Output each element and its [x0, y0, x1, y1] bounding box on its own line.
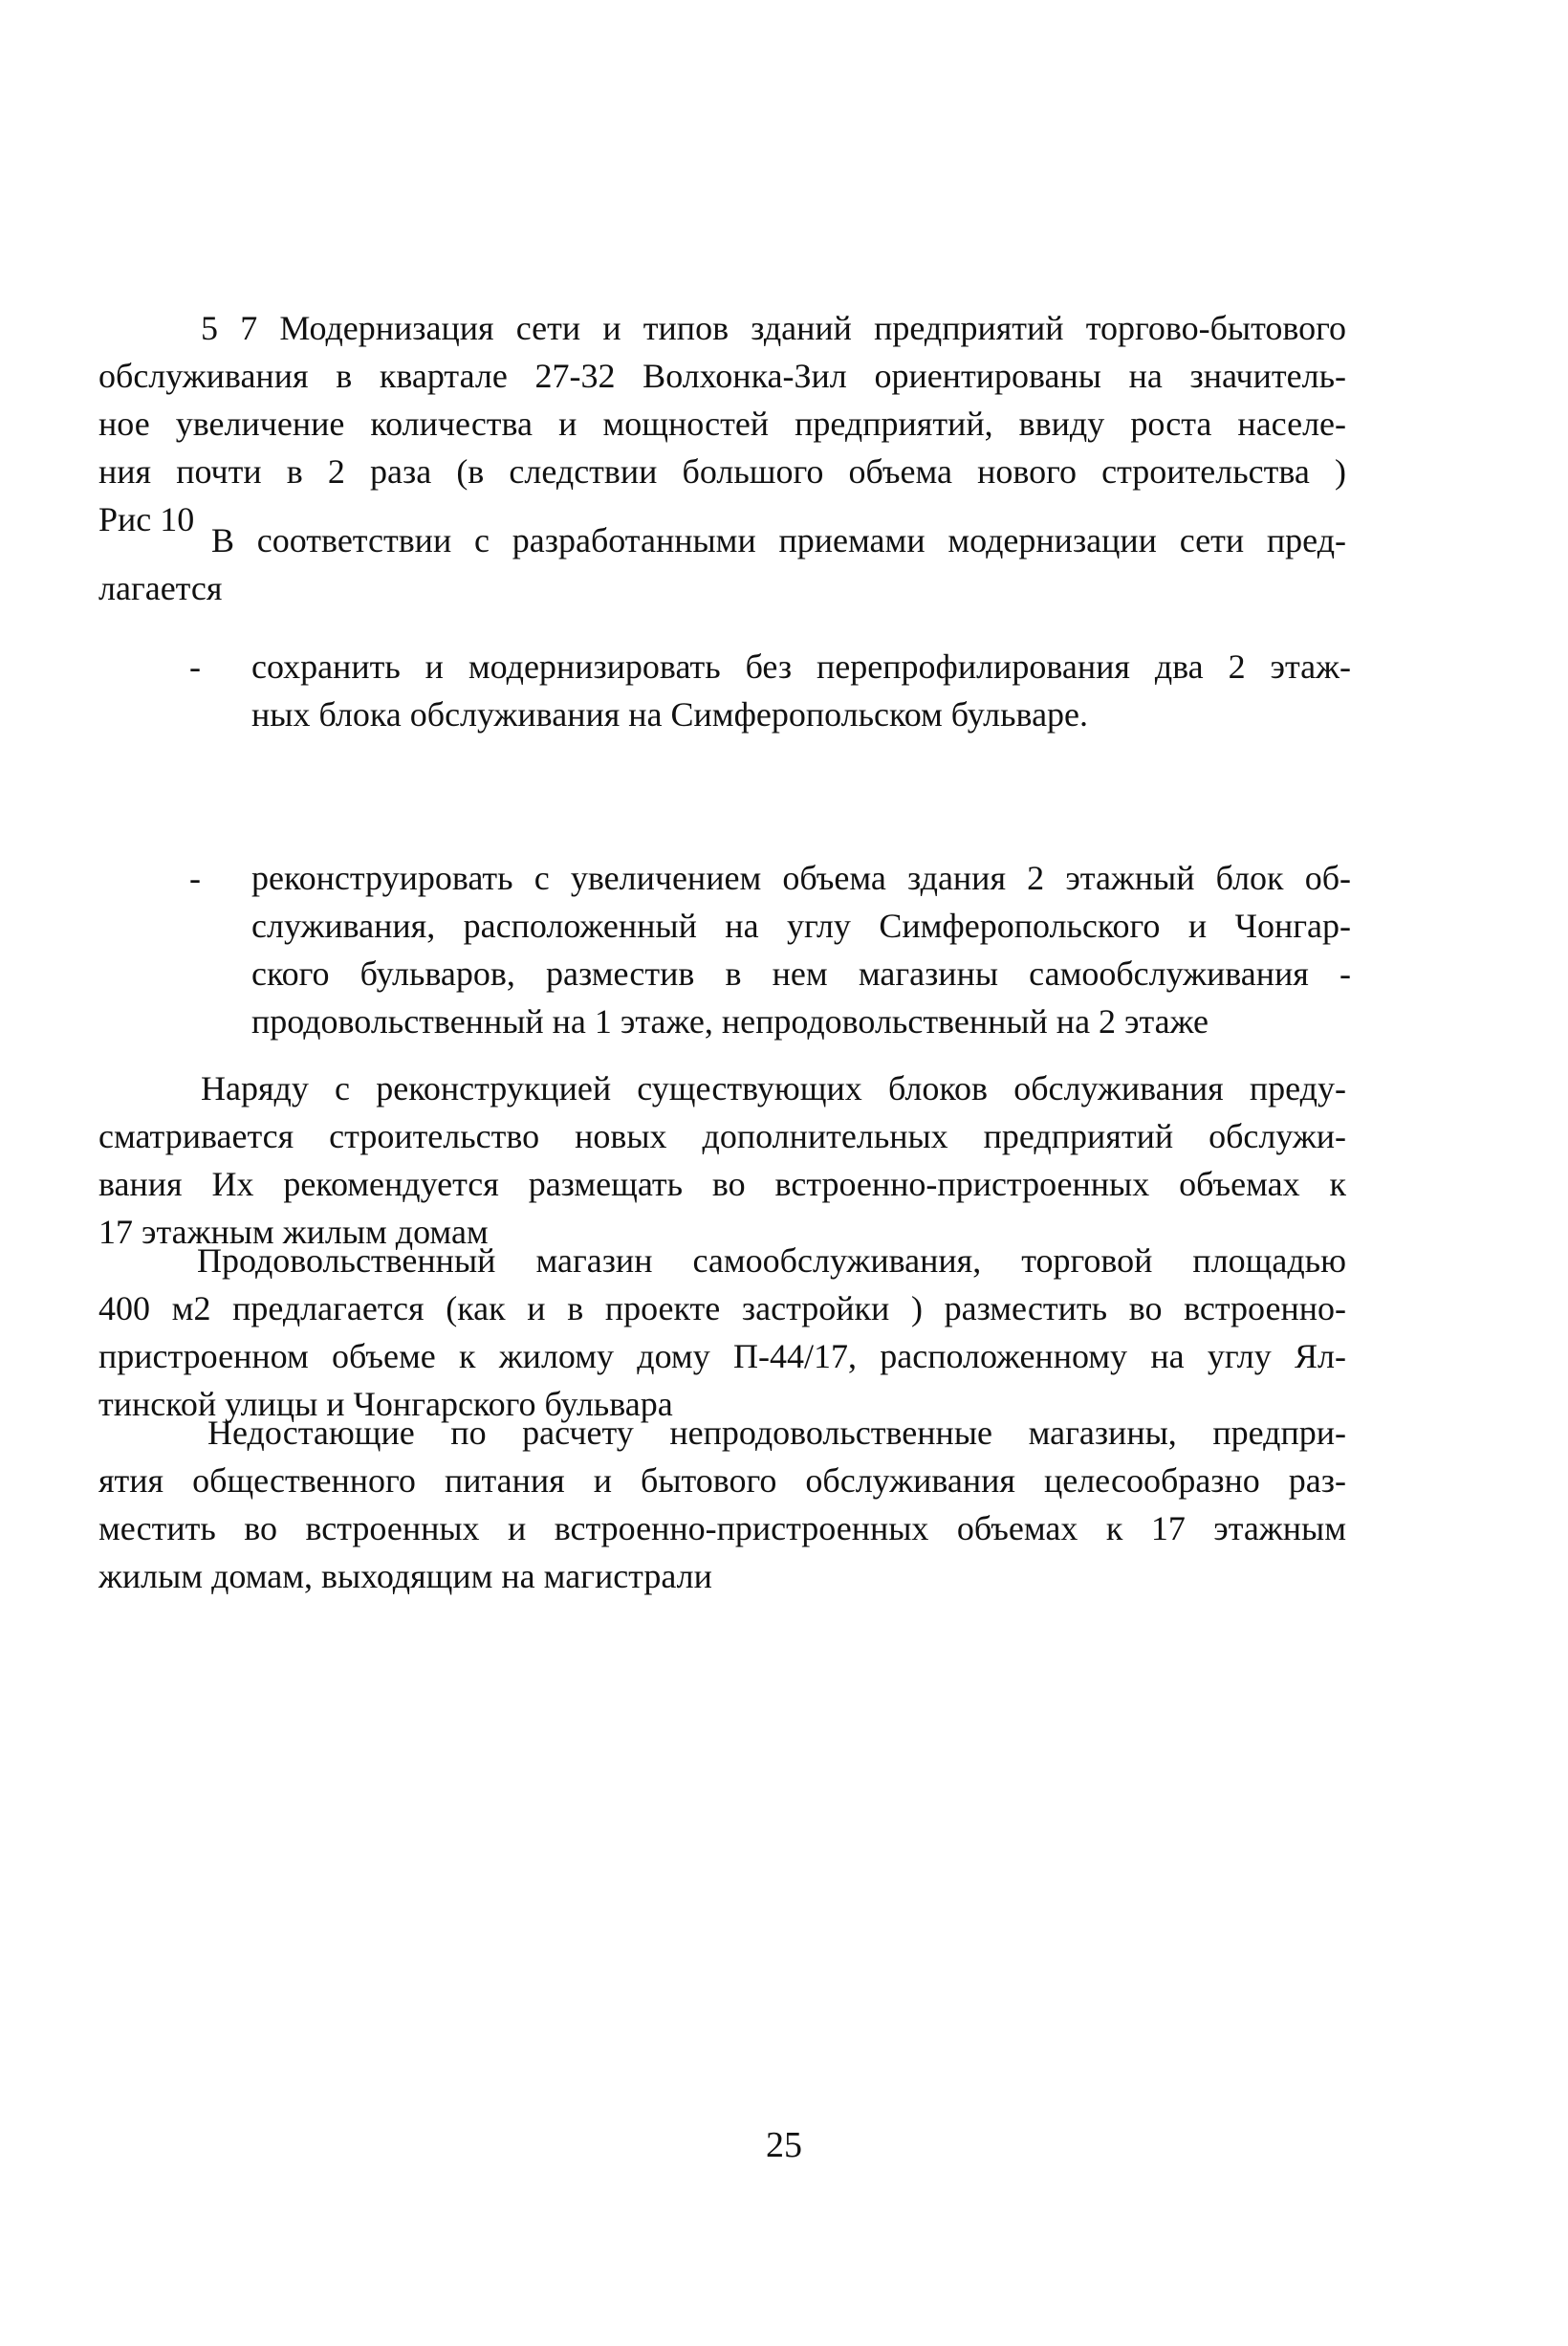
section-57-paragraph: [98, 304, 1346, 543]
text-line: 400 м2 предлагается (как и в проекте застройки ) разместить во встроенно-: [98, 1289, 1346, 1327]
text-line: сохранить и модернизировать без перепрофилирования два 2 этаж-: [251, 647, 1351, 686]
text-line: В соответствии с разработанными приемами модернизации сети пред-: [211, 521, 1346, 559]
reconstruction-paragraph: [98, 1064, 1346, 1256]
text-line: вания Их рекомендуется размещать во встроенно-пристроенных объемах к: [98, 1165, 1346, 1203]
text-line: реконструировать с увеличением объема здания 2 этажный блок об-: [251, 859, 1351, 897]
text-line: Недостающие по расчету непродовольственные магазины, предпри-: [207, 1414, 1346, 1452]
food-store-paragraph: [98, 1237, 1346, 1428]
text-line: ное увеличение количества и мощностей предприятий, ввиду роста населе-: [98, 405, 1346, 443]
text-line: Наряду с реконструкцией существующих блоков обслуживания преду-: [201, 1069, 1346, 1107]
text-line: служивания, расположенный на углу Симферопольского и Чонгар-: [251, 907, 1351, 945]
bullet-body: [251, 854, 1351, 1045]
text-line: 5 7 Модернизация сети и типов зданий предприятий торгово-бытового: [201, 309, 1346, 347]
text-line: Рис 10: [98, 500, 195, 538]
text-line: обслуживания в квартале 27-32 Волхонка-Зил ориентированы на значитель-: [98, 357, 1346, 395]
intro-paragraph: [98, 516, 1346, 612]
bullet-body: [251, 643, 1351, 738]
text-line: ятия общественного питания и бытового обслуживания целесообразно раз-: [98, 1461, 1346, 1500]
text-line: продовольственный на 1 этаже, непродовольственный на 2 этаже: [251, 1002, 1209, 1041]
text-line: местить во встроенных и встроенно-пристроенных объемах к 17 этажным: [98, 1509, 1346, 1547]
text-line: пристроенном объеме к жилому дому П-44/17, расположенному на углу Ял-: [98, 1337, 1346, 1375]
page-number: 25: [766, 2125, 802, 2165]
bullet-dash: -: [189, 859, 201, 897]
text-line: ных блока обслуживания на Симферопольском бульваре.: [251, 695, 1089, 734]
text-line: лагается: [98, 569, 223, 607]
text-line: сматривается строительство новых дополнительных предприятий обслужи-: [98, 1117, 1346, 1155]
text-line: тинской улицы и Чонгарского бульвара: [98, 1385, 673, 1423]
text-line: ния почти в 2 раза (в следствии большого объема нового строительства ): [98, 452, 1346, 491]
text-line: 17 этажным жилым домам: [98, 1213, 489, 1251]
bullet-dash: -: [189, 647, 201, 686]
text-line: Продовольственный магазин самообслуживания, торговой площадью: [197, 1241, 1346, 1280]
missing-stores-paragraph: [98, 1409, 1346, 1600]
text-line: жилым домам, выходящим на магистрали: [98, 1557, 712, 1595]
text-line: ского бульваров, разместив в нем магазины самообслуживания -: [251, 954, 1351, 993]
